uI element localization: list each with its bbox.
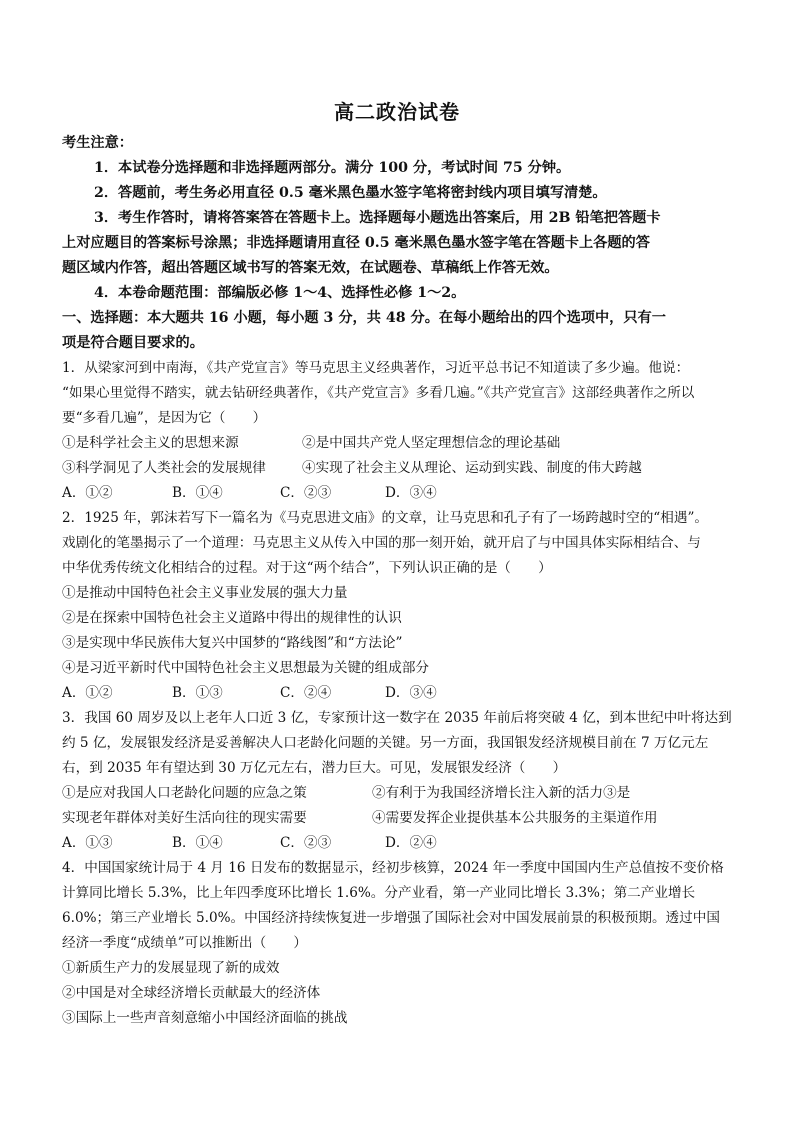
q1-stem: 1．从梁家河到中南海，《共产党宣言》等马克思主义经典著作，习近平总书记不知道读了多少遍。他说： (62, 360, 690, 376)
q2-choice-d: D．③④ (385, 685, 437, 701)
notice-item: 题区域内作答，超出答题区域书写的答案无效，在试题卷、草稿纸上作答无效。 (62, 260, 559, 276)
q2-choice-a: A．①② (62, 685, 113, 701)
notice-heading: 考生注意： (62, 135, 133, 151)
q3-option: ④需要发挥企业提供基本公共服务的主渠道作用 (372, 810, 658, 826)
q4-option: ②中国是对全球经济增长贡献最大的经济体 (62, 985, 321, 1001)
q1-stem: 要“多看几遍”，是因为它（ ） (62, 410, 267, 426)
q4-stem: 4．中国国家统计局于 4 月 16 日发布的数据显示，经初步核算，2024 年一季度中国国内生产总值按不变价格 (62, 860, 724, 876)
notice-item: 3．考生作答时，请将答案答在答题卡上。选择题每小题选出答案后，用 2B 铅笔把答题卡 (94, 210, 661, 226)
q3-stem: 约 5 亿，发展银发经济是妥善解决人口老龄化问题的关键。另一方面，我国银发经济规模目前在 7 万亿元左 (62, 735, 709, 751)
q1-choice-c: C．②③ (280, 485, 332, 501)
q3-choice-b: B．①④ (172, 835, 223, 851)
q2-stem: 中华优秀传统文化相结合的过程。对于这“两个结合”，下列认识正确的是（ ） (62, 560, 552, 576)
page-title: 高二政治试卷 (334, 100, 460, 124)
q3-choice-d: D．②④ (385, 835, 437, 851)
q2-option: ③是实现中华民族伟大复兴中国梦的“路线图”和“方法论” (62, 635, 403, 651)
q4-stem: 计算同比增长 5.3%，比上年四季度环比增长 1.6%。分产业看，第一产业同比增长 3.3%；第二产业增长 (62, 885, 696, 901)
q2-stem: 2．1925 年，郭沫若写下一篇名为《马克思进文庙》的文章，让马克思和孔子有了一场跨越时空的“相遇”。 (62, 510, 708, 526)
q1-choice-a: A．①② (62, 485, 113, 501)
notice-item: 2．答题前，考生务必用直径 0.5 毫米黑色墨水签字笔将密封线内项目填写清楚。 (94, 185, 607, 201)
q2-stem: 戏剧化的笔墨揭示了一个道理：马克思主义从传入中国的那一刻开始，就开启了与中国具体实际相结合、与 (62, 535, 701, 551)
q1-option: ①是科学社会主义的思想来源 (62, 435, 239, 451)
q3-choice-a: A．①③ (62, 835, 113, 851)
q1-option: ③科学洞见了人类社会的发展规律 (62, 460, 266, 476)
q4-option: ③国际上一些声音刻意缩小中国经济面临的挑战 (62, 1010, 348, 1026)
q2-option: ①是推动中国特色社会主义事业发展的强大力量 (62, 585, 348, 601)
q1-option: ④实现了社会主义从理论、运动到实践、制度的伟大跨越 (302, 460, 642, 476)
q3-option: ②有利于为我国经济增长注入新的活力③是 (372, 785, 631, 801)
q1-stem: “如果心里觉得不踏实，就去钻研经典著作，《共产党宣言》多看几遍。”《共产党宣言》这部经典著作之所以 (62, 385, 695, 401)
q1-choice-d: D．③④ (385, 485, 437, 501)
q4-option: ①新质生产力的发展显现了新的成效 (62, 960, 280, 976)
section-heading: 项是符合题目要求的。 (62, 335, 204, 351)
q3-stem: 右，到 2035 年有望达到 30 万亿元左右，潜力巨大。可见，发展银发经济（ ） (62, 760, 567, 776)
q4-stem: 经济一季度“成绩单”可以推断出（ ） (62, 935, 307, 951)
q3-option: 实现老年群体对美好生活向往的现实需要 (62, 810, 307, 826)
q3-option: ①是应对我国人口老龄化问题的应急之策 (62, 785, 307, 801)
notice-item: 4．本卷命题范围：部编版必修 1～4、选择性必修 1～2。 (94, 285, 466, 301)
q2-choice-c: C．②④ (280, 685, 332, 701)
q2-option: ④是习近平新时代中国特色社会主义思想最为关键的组成部分 (62, 660, 430, 676)
q4-stem: 6.0%；第三产业增长 5.0%。中国经济持续恢复进一步增强了国际社会对中国发展前景的积极预期。透过中国 (62, 910, 720, 926)
q1-option: ②是中国共产党人坚定理想信念的理论基础 (302, 435, 561, 451)
q2-option: ②是在探索中国特色社会主义道路中得出的规律性的认识 (62, 610, 402, 626)
q1-choice-b: B．①④ (172, 485, 223, 501)
q2-choice-b: B．①③ (172, 685, 223, 701)
section-heading: 一、选择题：本大题共 16 小题，每小题 3 分，共 48 分。在每小题给出的四个选项中，只有一 (62, 310, 666, 326)
q3-choice-c: C．②③ (280, 835, 332, 851)
notice-item: 上对应题目的答案标号涂黑；非选择题请用直径 0.5 毫米黑色墨水签字笔在答题卡上各题的答 (62, 235, 650, 251)
notice-item: 1．本试卷分选择题和非选择题两部分。满分 100 分，考试时间 75 分钟。 (94, 160, 571, 176)
q3-stem: 3．我国 60 周岁及以上老年人口近 3 亿，专家预计这一数字在 2035 年前后将突破 4 亿，到本世纪中叶将达到 (62, 710, 732, 726)
